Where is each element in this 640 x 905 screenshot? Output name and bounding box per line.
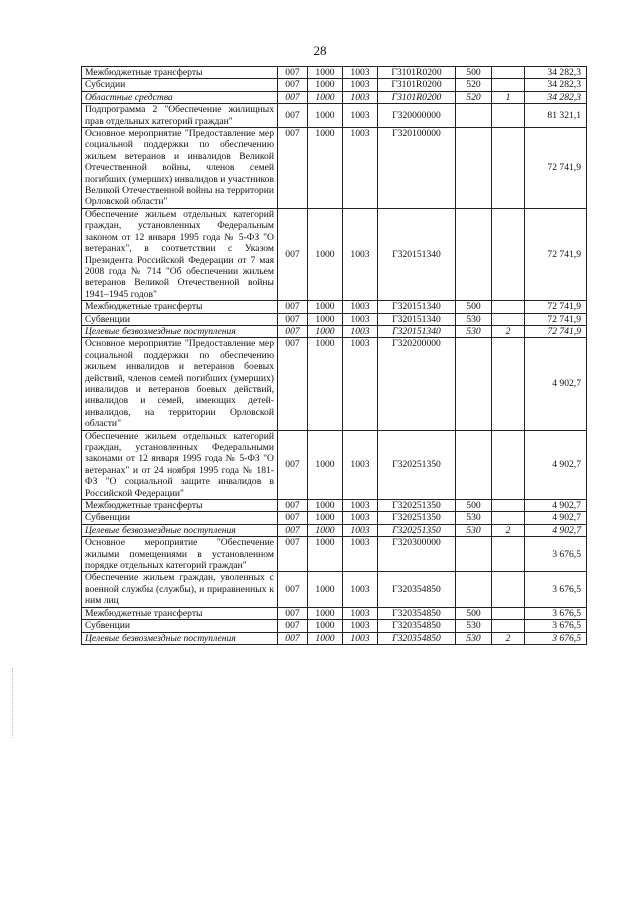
budget-table <box>81 66 587 645</box>
source-cell <box>492 338 525 430</box>
subsection-code-cell: 1003 <box>343 607 378 619</box>
name-cell: Межбюджетные трансферты <box>82 301 278 313</box>
amount-cell: 4 902,7 <box>525 500 587 512</box>
target-code-cell: Г320151340 <box>378 325 456 337</box>
ministry-code-cell: 007 <box>278 524 308 536</box>
source-cell <box>492 79 525 91</box>
ministry-code-cell: 007 <box>278 620 308 632</box>
source-cell <box>492 512 525 524</box>
target-code-cell: Г320354850 <box>378 607 456 619</box>
section-code-cell: 1000 <box>308 79 343 91</box>
section-code-cell: 1000 <box>308 537 343 572</box>
target-code-cell: Г320151340 <box>378 301 456 313</box>
expense-type-cell <box>456 104 492 128</box>
expense-type-cell <box>456 128 492 209</box>
target-code-cell: Г320251350 <box>378 512 456 524</box>
name-cell: Обеспечение жильем отдельных категорий граждан, установленных Федеральным законом от 12 января 1995 года № 5-ФЗ "О ветеранах", в соответствии с Указом Президента Российской Федерации от 7 мая 2008 года № 714 "Об обеспечении жильем ветеранов Великой Отечественной войны 1941–1945 годов" <box>82 208 278 300</box>
subsection-code-cell: 1003 <box>343 338 378 430</box>
name-cell: Межбюджетные трансферты <box>82 500 278 512</box>
target-code-cell: Г320251350 <box>378 524 456 536</box>
source-cell <box>492 104 525 128</box>
source-cell <box>492 301 525 313</box>
table-row <box>82 91 587 103</box>
amount-cell: 72 741,9 <box>525 128 587 209</box>
expense-type-cell: 520 <box>456 91 492 103</box>
name-cell: Областные средства <box>82 91 278 103</box>
section-code-cell: 1000 <box>308 524 343 536</box>
amount-cell: 3 676,5 <box>525 607 587 619</box>
ministry-code-cell: 007 <box>278 67 308 79</box>
amount-cell: 34 282,3 <box>525 91 587 103</box>
source-cell: 1 <box>492 91 525 103</box>
section-code-cell: 1000 <box>308 67 343 79</box>
source-cell: 2 <box>492 325 525 337</box>
source-cell <box>492 537 525 572</box>
ministry-code-cell: 007 <box>278 430 308 499</box>
amount-cell: 4 902,7 <box>525 524 587 536</box>
section-code-cell: 1000 <box>308 512 343 524</box>
expense-type-cell: 500 <box>456 607 492 619</box>
expense-type-cell <box>456 208 492 300</box>
target-code-cell: Г320100000 <box>378 128 456 209</box>
table-row <box>82 338 587 430</box>
name-cell: Основное мероприятие "Предоставление мер социальной поддержки по обеспечению жильем инвалидов и ветеранов боевых действий, членов семей погибших (умерших) инвалидов и ветеранов боевых действий, инвалидов и семей, имеющих детей-инвалидов, на территории Орловской области" <box>82 338 278 430</box>
section-code-cell: 1000 <box>308 104 343 128</box>
amount-cell: 81 321,1 <box>525 104 587 128</box>
ministry-code-cell: 007 <box>278 500 308 512</box>
amount-cell: 3 676,5 <box>525 537 587 572</box>
name-cell: Субвенции <box>82 313 278 325</box>
source-cell <box>492 67 525 79</box>
source-cell <box>492 208 525 300</box>
amount-cell: 3 676,5 <box>525 620 587 632</box>
name-cell: Субсидии <box>82 79 278 91</box>
subsection-code-cell: 1003 <box>343 325 378 337</box>
ministry-code-cell: 007 <box>278 607 308 619</box>
target-code-cell: Г320251350 <box>378 500 456 512</box>
section-code-cell: 1000 <box>308 208 343 300</box>
name-cell: Целевые безвозмездные поступления <box>82 325 278 337</box>
page-number: 28 <box>313 43 327 58</box>
section-code-cell: 1000 <box>308 313 343 325</box>
table-row <box>82 512 587 524</box>
section-code-cell: 1000 <box>308 430 343 499</box>
target-code-cell: Г320151340 <box>378 313 456 325</box>
source-cell <box>492 430 525 499</box>
ministry-code-cell: 007 <box>278 537 308 572</box>
section-code-cell: 1000 <box>308 338 343 430</box>
ministry-code-cell: 007 <box>278 325 308 337</box>
section-code-cell: 1000 <box>308 325 343 337</box>
name-cell: Обеспечение жильем отдельных категорий граждан, установленных Федеральными законами от 12 января 1995 года № 5-ФЗ "О ветеранах" и от 24 ноября 1995 года № 181-ФЗ "О социальной защите инвалидов в Российской Федерации" <box>82 430 278 499</box>
name-cell: Межбюджетные трансферты <box>82 607 278 619</box>
expense-type-cell: 500 <box>456 500 492 512</box>
subsection-code-cell: 1003 <box>343 208 378 300</box>
subsection-code-cell: 1003 <box>343 313 378 325</box>
table-row <box>82 325 587 337</box>
section-code-cell: 1000 <box>308 632 343 644</box>
name-cell: Обеспечение жильем граждан, уволенных с военной службы (службы), и приравненных к ним лиц <box>82 572 278 607</box>
subsection-code-cell: 1003 <box>343 572 378 607</box>
name-cell: Межбюджетные трансферты <box>82 67 278 79</box>
table-row <box>82 537 587 572</box>
table-row <box>82 79 587 91</box>
expense-type-cell: 530 <box>456 524 492 536</box>
ministry-code-cell: 007 <box>278 79 308 91</box>
table-row <box>82 128 587 209</box>
expense-type-cell <box>456 430 492 499</box>
target-code-cell: Г320151340 <box>378 208 456 300</box>
source-cell <box>492 313 525 325</box>
expense-type-cell: 530 <box>456 620 492 632</box>
name-cell: Основное мероприятие "Обеспечение жилыми помещениями в установленном порядке отдельных категорий граждан" <box>82 537 278 572</box>
subsection-code-cell: 1003 <box>343 524 378 536</box>
source-cell <box>492 500 525 512</box>
table-row <box>82 313 587 325</box>
ministry-code-cell: 007 <box>278 512 308 524</box>
section-code-cell: 1000 <box>308 500 343 512</box>
target-code-cell: Г320000000 <box>378 104 456 128</box>
table-row <box>82 620 587 632</box>
amount-cell: 72 741,9 <box>525 208 587 300</box>
table-row <box>82 430 587 499</box>
ministry-code-cell: 007 <box>278 104 308 128</box>
table-row <box>82 524 587 536</box>
section-code-cell: 1000 <box>308 607 343 619</box>
subsection-code-cell: 1003 <box>343 301 378 313</box>
ministry-code-cell: 007 <box>278 632 308 644</box>
target-code-cell: Г320354850 <box>378 572 456 607</box>
expense-type-cell: 500 <box>456 67 492 79</box>
table-row <box>82 632 587 644</box>
amount-cell: 72 741,9 <box>525 325 587 337</box>
amount-cell: 72 741,9 <box>525 301 587 313</box>
target-code-cell: Г320300000 <box>378 537 456 572</box>
target-code-cell: Г3101R0200 <box>378 91 456 103</box>
target-code-cell: Г320200000 <box>378 338 456 430</box>
name-cell: Целевые безвозмездные поступления <box>82 524 278 536</box>
table-row <box>82 607 587 619</box>
subsection-code-cell: 1003 <box>343 632 378 644</box>
target-code-cell: Г320354850 <box>378 620 456 632</box>
ministry-code-cell: 007 <box>278 572 308 607</box>
subsection-code-cell: 1003 <box>343 430 378 499</box>
source-cell <box>492 572 525 607</box>
ministry-code-cell: 007 <box>278 301 308 313</box>
subsection-code-cell: 1003 <box>343 104 378 128</box>
amount-cell: 4 902,7 <box>525 430 587 499</box>
subsection-code-cell: 1003 <box>343 500 378 512</box>
subsection-code-cell: 1003 <box>343 512 378 524</box>
target-code-cell: Г3101R0200 <box>378 79 456 91</box>
amount-cell: 3 676,5 <box>525 572 587 607</box>
table-row <box>82 208 587 300</box>
ministry-code-cell: 007 <box>278 128 308 209</box>
expense-type-cell: 530 <box>456 632 492 644</box>
table-row <box>82 67 587 79</box>
ministry-code-cell: 007 <box>278 313 308 325</box>
amount-cell: 34 282,3 <box>525 79 587 91</box>
subsection-code-cell: 1003 <box>343 620 378 632</box>
source-cell: 2 <box>492 632 525 644</box>
expense-type-cell <box>456 338 492 430</box>
name-cell: Субвенции <box>82 512 278 524</box>
subsection-code-cell: 1003 <box>343 537 378 572</box>
amount-cell: 3 676,5 <box>525 632 587 644</box>
amount-cell: 4 902,7 <box>525 338 587 430</box>
subsection-code-cell: 1003 <box>343 128 378 209</box>
name-cell: Субвенции <box>82 620 278 632</box>
name-cell: Целевые безвозмездные поступления <box>82 632 278 644</box>
table-row <box>82 500 587 512</box>
expense-type-cell: 530 <box>456 313 492 325</box>
source-cell <box>492 128 525 209</box>
amount-cell: 4 902,7 <box>525 512 587 524</box>
subsection-code-cell: 1003 <box>343 91 378 103</box>
expense-type-cell: 530 <box>456 512 492 524</box>
margin-mark <box>12 668 15 738</box>
expense-type-cell <box>456 572 492 607</box>
target-code-cell: Г320251350 <box>378 430 456 499</box>
target-code-cell: Г320354850 <box>378 632 456 644</box>
subsection-code-cell: 1003 <box>343 67 378 79</box>
section-code-cell: 1000 <box>308 572 343 607</box>
name-cell: Подпрограмма 2 "Обеспечение жилищных прав отдельных категорий граждан" <box>82 104 278 128</box>
expense-type-cell: 500 <box>456 301 492 313</box>
ministry-code-cell: 007 <box>278 208 308 300</box>
source-cell <box>492 620 525 632</box>
target-code-cell: Г3101R0200 <box>378 67 456 79</box>
ministry-code-cell: 007 <box>278 338 308 430</box>
subsection-code-cell: 1003 <box>343 79 378 91</box>
expense-type-cell <box>456 537 492 572</box>
table-row <box>82 104 587 128</box>
table-body <box>82 67 587 645</box>
expense-type-cell: 520 <box>456 79 492 91</box>
section-code-cell: 1000 <box>308 128 343 209</box>
amount-cell: 34 282,3 <box>525 67 587 79</box>
name-cell: Основное мероприятие "Предоставление мер социальной поддержки по обеспечению жильем ветеранов и инвалидов Великой Отечественной войны, членов семей погибших (умерших) инвалидов и участников Великой Отечественной войны на территории Орловской области" <box>82 128 278 209</box>
section-code-cell: 1000 <box>308 91 343 103</box>
section-code-cell: 1000 <box>308 620 343 632</box>
table-row <box>82 572 587 607</box>
amount-cell: 72 741,9 <box>525 313 587 325</box>
expense-type-cell: 530 <box>456 325 492 337</box>
section-code-cell: 1000 <box>308 301 343 313</box>
table-row <box>82 301 587 313</box>
ministry-code-cell: 007 <box>278 91 308 103</box>
source-cell <box>492 607 525 619</box>
source-cell: 2 <box>492 524 525 536</box>
